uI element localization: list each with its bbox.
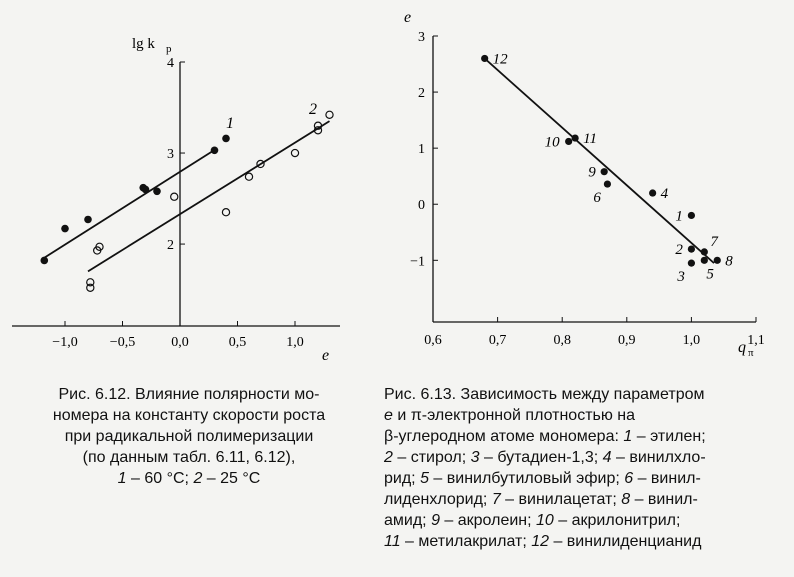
fit-line-series-1 <box>44 148 217 257</box>
item-text: – винилиденцианид <box>549 533 702 550</box>
data-point <box>565 138 572 145</box>
legend-text: – 60 °С; <box>126 470 194 487</box>
caption-line: Рис. 6.12. Влияние полярности мо- <box>58 386 320 403</box>
x-tick-label: 0,7 <box>488 333 507 348</box>
x-tick-label: 1,0 <box>682 333 701 348</box>
point-label: 4 <box>660 186 669 203</box>
point-label: 8 <box>725 253 733 270</box>
data-point <box>714 257 721 264</box>
point-label: 1 <box>675 208 683 225</box>
caption-line <box>384 531 788 552</box>
item-text: – акрилонитрил; <box>553 512 681 529</box>
point-label: 5 <box>706 266 714 283</box>
item-text: – винил- <box>630 491 698 508</box>
x-tick-label: 0,6 <box>424 333 442 348</box>
legend-num: 1 <box>117 470 127 487</box>
data-point-open <box>291 149 298 156</box>
data-point <box>604 180 611 187</box>
x-tick-label: 0,0 <box>171 335 189 350</box>
legend-text: – 25 °С <box>202 470 261 487</box>
y-tick-label: 1 <box>418 142 425 158</box>
data-point-filled <box>153 187 161 195</box>
caption-line: при радикальной полимеризации <box>64 428 314 445</box>
item-text: – винил- <box>633 470 701 487</box>
data-point-filled <box>222 135 230 143</box>
item-num: 6 <box>624 470 634 487</box>
y-axis-label-subscript: p <box>166 43 172 55</box>
item-text: – винилхло- <box>611 449 706 466</box>
caption-line <box>384 405 788 426</box>
figure-6-12-caption <box>8 384 370 489</box>
item-text: лиденхлорид; <box>384 491 492 508</box>
x-tick-label: 1,1 <box>747 333 765 348</box>
item-text: – акролеин; <box>439 512 536 529</box>
caption-line <box>384 510 788 531</box>
item-num: 1 <box>623 428 633 445</box>
y-axis-label: lg k <box>132 36 155 52</box>
point-label: 7 <box>710 233 718 250</box>
y-tick-label: 4 <box>167 56 174 71</box>
chart-e-vs-pi-density <box>404 9 765 359</box>
series-label: 2 <box>309 101 317 118</box>
item-text: рид; <box>384 470 421 487</box>
caption-line: (по данным табл. 6.11, 6.12), <box>82 449 296 466</box>
data-point <box>481 55 488 62</box>
point-label: 2 <box>675 242 683 259</box>
y-tick-label: 3 <box>418 30 425 45</box>
y-tick-label: 3 <box>167 147 174 163</box>
caption-legend-line <box>8 468 370 489</box>
item-text: – бутадиен-1,3; <box>479 449 603 466</box>
caption-text: β-углеродном атоме мономера: <box>384 428 624 445</box>
y-tick-label: 0 <box>418 198 425 214</box>
figure-6-13-caption <box>384 384 788 552</box>
caption-line <box>384 489 788 510</box>
data-point-open <box>245 173 252 180</box>
data-point-open <box>87 279 94 286</box>
series-label: 1 <box>226 115 234 132</box>
x-tick-label: 0,8 <box>553 333 571 348</box>
point-label: 6 <box>593 190 601 207</box>
chart-polarity-vs-rate <box>12 36 340 364</box>
data-point-filled <box>61 225 69 233</box>
data-point <box>701 248 708 255</box>
item-num: 10 <box>536 512 554 529</box>
item-text: – метилакрилат; <box>400 533 532 550</box>
caption-line: Рис. 6.13. Зависимость между параметром <box>384 386 705 403</box>
x-axis-label: e <box>322 347 330 364</box>
fit-line <box>483 57 714 263</box>
data-point <box>649 189 656 196</box>
point-label: 3 <box>677 269 685 286</box>
data-point <box>688 212 695 219</box>
item-num: 7 <box>491 491 501 508</box>
data-point-open <box>326 111 333 118</box>
x-tick-label: −0,5 <box>109 335 136 350</box>
data-point-filled <box>84 216 92 224</box>
caption-line <box>384 426 788 447</box>
item-text: – этилен; <box>632 428 706 445</box>
point-label: 10 <box>544 134 560 151</box>
data-point <box>601 168 608 175</box>
caption-line <box>384 468 788 489</box>
item-text: амид; <box>384 512 432 529</box>
item-text: – винилбутиловый эфир; <box>428 470 625 487</box>
caption-text: и π-электронной плотностью на <box>392 407 636 424</box>
item-num: 9 <box>431 512 440 529</box>
item-num: 12 <box>531 533 549 550</box>
caption-e: e <box>384 407 393 424</box>
y-tick-label: 2 <box>418 86 425 102</box>
y-tick-label: 2 <box>167 238 174 254</box>
item-text: – винилацетат; <box>500 491 622 508</box>
caption-line: номера на константу скорости роста <box>52 407 326 424</box>
data-point <box>701 257 708 264</box>
item-text: – стирол; <box>392 449 471 466</box>
item-num: 11 <box>384 533 401 550</box>
y-axis-label: e <box>404 9 412 26</box>
data-point <box>688 260 695 267</box>
x-tick-label: 0,5 <box>228 335 247 350</box>
x-axis-label: q <box>738 339 746 356</box>
point-label: 11 <box>583 131 598 148</box>
legend-num: 2 <box>193 470 203 487</box>
data-point <box>688 245 695 252</box>
point-label: 9 <box>588 164 596 181</box>
data-point-filled <box>41 257 49 265</box>
data-point-filled <box>211 147 219 155</box>
item-num: 4 <box>602 449 612 466</box>
item-num: 5 <box>420 470 429 487</box>
item-num: 2 <box>384 449 393 466</box>
data-point-filled <box>142 186 150 194</box>
x-tick-label: −1,0 <box>52 335 78 350</box>
data-point-open <box>171 193 178 200</box>
data-point-open <box>222 209 229 216</box>
x-axis-label-subscript: π <box>748 347 754 359</box>
fit-line-series-2 <box>88 121 330 271</box>
point-label: 12 <box>492 51 508 68</box>
x-tick-label: 1,0 <box>286 335 304 350</box>
caption-line <box>384 447 788 468</box>
x-tick-label: 0,9 <box>618 333 636 348</box>
item-num: 8 <box>621 491 631 508</box>
y-tick-label: −1 <box>410 254 425 270</box>
data-point <box>572 134 579 141</box>
item-num: 3 <box>470 449 480 466</box>
